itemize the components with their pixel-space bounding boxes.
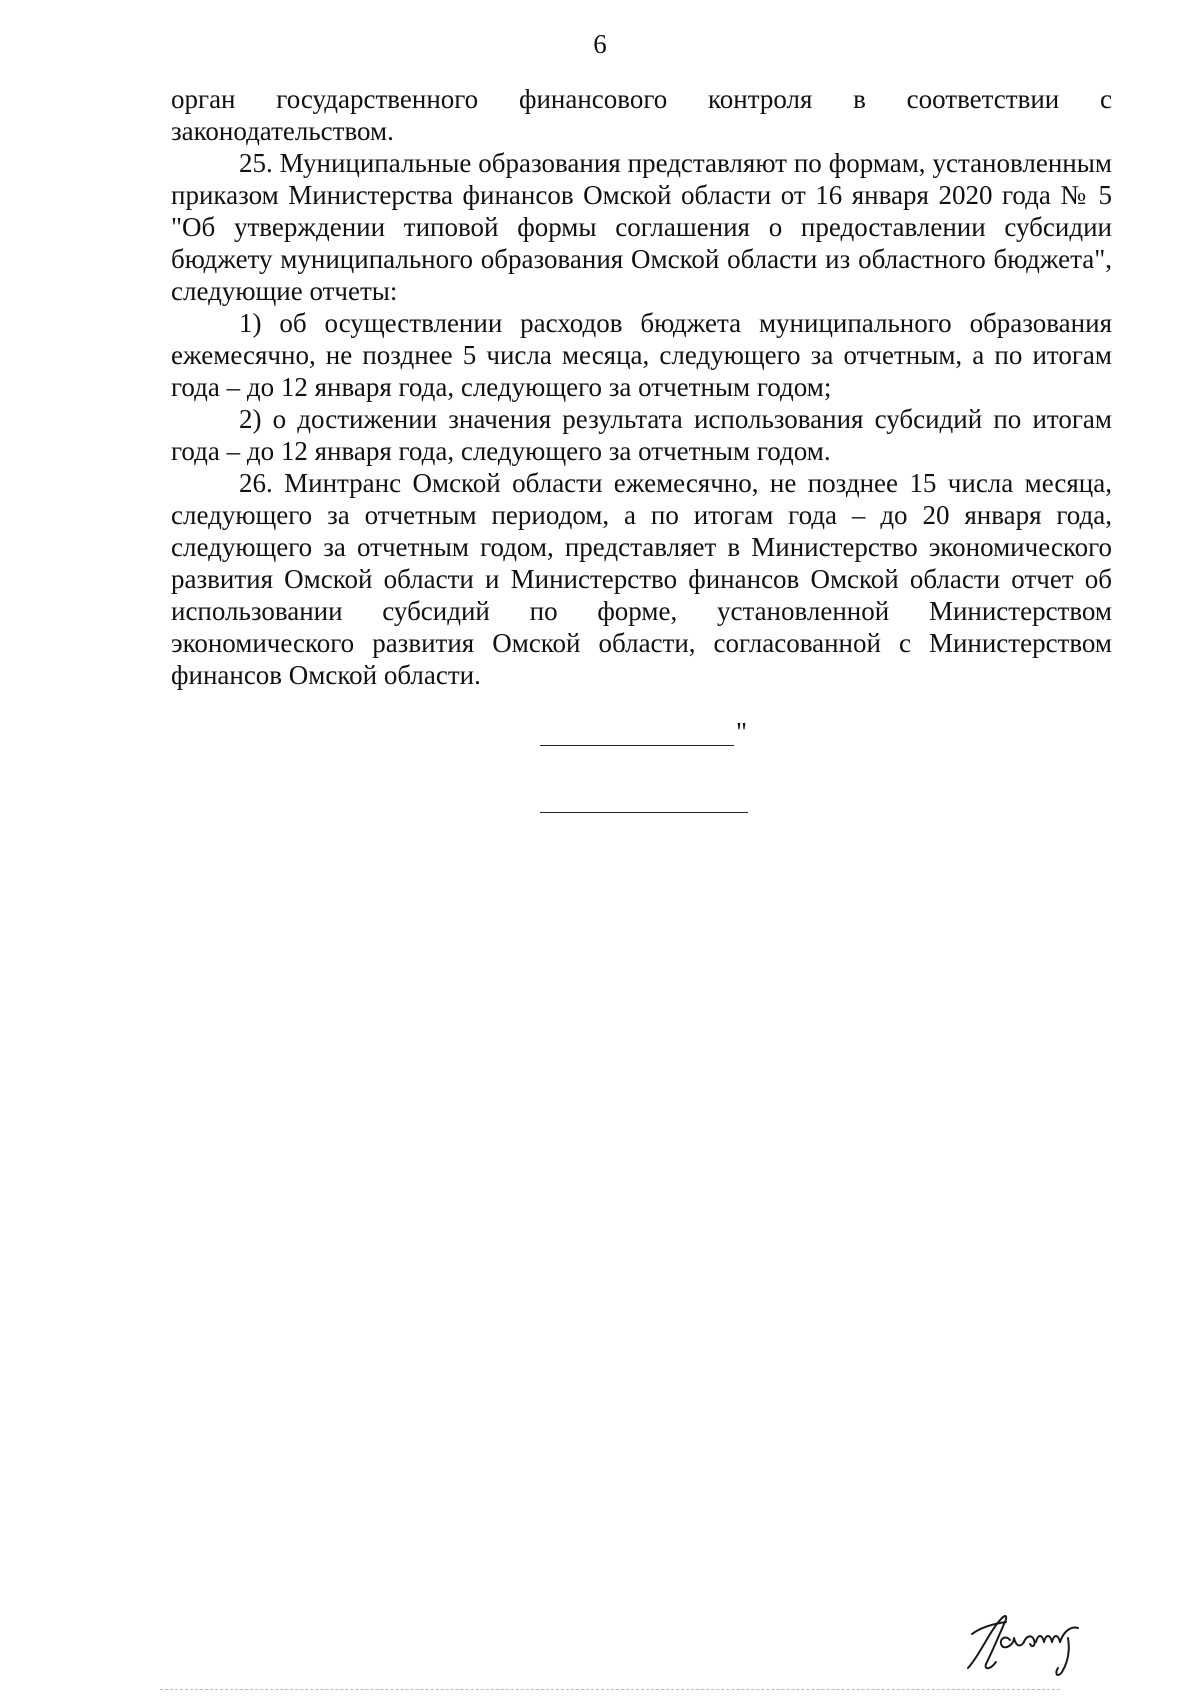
closing-quote-mark: " [736,717,748,747]
closing-rule [540,745,734,746]
paragraph-item-25: 25. Муниципальные образования представляют по формам, установленным приказом Министерства финансов Омской области от 16 января 2020 года № 5 "Об утверждении типовой формы соглашения о предоставлении субсидии бюджету муниципального образования Омской области из областного бюджета", следующие отчеты: [171,148,1112,306]
end-of-document-rule [540,812,748,813]
document-body [171,83,1112,691]
paragraph-continuation: орган государственного финансового контроля в соответствии с законодательством. [171,84,1112,146]
page-number: 6 [593,29,607,59]
closing-separator [540,716,760,748]
paragraph-subitem-1: 1) об осуществлении расходов бюджета муниципального образования ежемесячно, не позднее 5 числа месяца, следующего за отчетным, а по итогам года – до 12 января года, следующего за отчетным годом; [171,308,1112,402]
paragraph-item-26: 26. Минтранс Омской области ежемесячно, не позднее 15 числа месяца, следующего за отчетным периодом, а по итогам года – до 20 января года, следующего за отчетным годом, представляет в Министерство экономического развития Омской области и Министерство финансов Омской области отчет об использовании субсидий по форме, установленной Министерством экономического развития Омской области, согласованной с Министерством финансов Омской области. [171,468,1112,690]
page-bottom-scan-line [160,1689,1060,1690]
handwritten-signature-initials [950,1600,1120,1680]
paragraph-subitem-2: 2) о достижении значения результата использования субсидий по итогам года – до 12 января года, следующего за отчетным годом. [171,404,1112,466]
